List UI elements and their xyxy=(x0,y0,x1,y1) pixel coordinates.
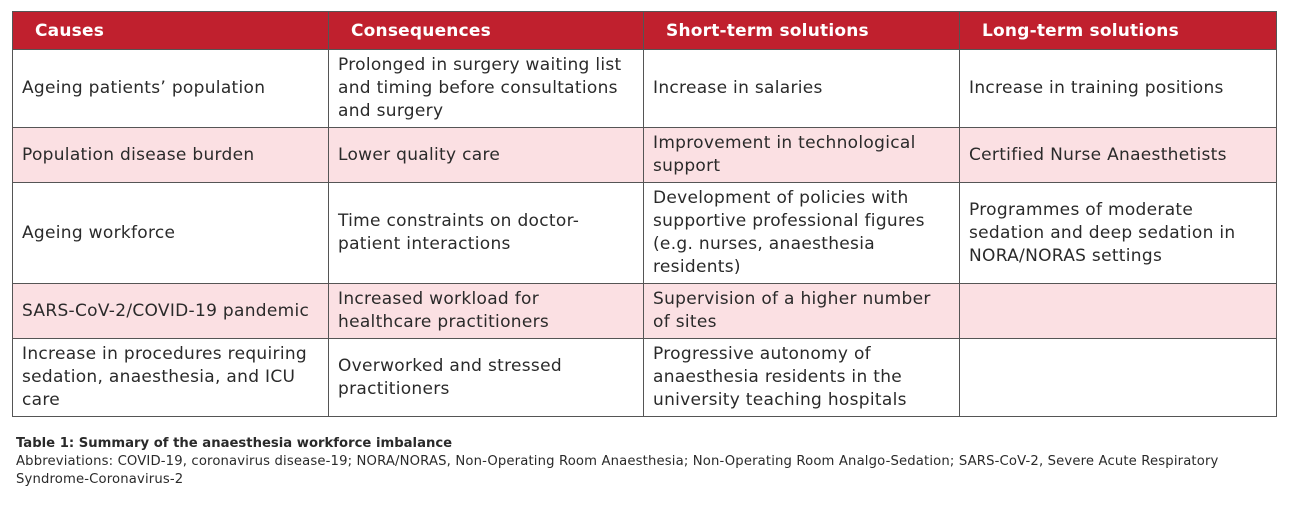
cell-cause: Population disease burden xyxy=(13,128,329,183)
cell-long-term xyxy=(960,284,1277,339)
header-long-term-solutions: Long-term solutions xyxy=(960,12,1277,50)
workforce-table-container xyxy=(12,11,1277,417)
cell-short-term: Increase in salaries xyxy=(644,50,960,128)
cell-consequence: Overworked and stressed practitioners xyxy=(329,339,644,417)
cell-short-term: Development of policies with supportive professional figures (e.g. nurses, anaesthesia residents) xyxy=(644,183,960,284)
cell-consequence: Increased workload for healthcare practitioners xyxy=(329,284,644,339)
cell-consequence: Time constraints on doctor-patient interactions xyxy=(329,183,644,284)
table-caption xyxy=(16,435,1286,489)
cell-short-term: Improvement in technological support xyxy=(644,128,960,183)
cell-cause: SARS-CoV-2/COVID-19 pandemic xyxy=(13,284,329,339)
table-row xyxy=(13,284,1277,339)
table-row xyxy=(13,183,1277,284)
cell-long-term xyxy=(960,339,1277,417)
table-row xyxy=(13,128,1277,183)
header-consequences: Consequences xyxy=(329,12,644,50)
caption-abbreviations: Abbreviations: COVID-19, coronavirus disease-19; NORA/NORAS, Non-Operating Room Anaesthesia; Non-Operating Room Analgo-Sedation; SARS-CoV-2, Severe Acute Respiratory Syndrome-Coronavirus-2 xyxy=(16,454,1219,487)
table-header-row xyxy=(13,12,1277,50)
header-short-term-solutions: Short-term solutions xyxy=(644,12,960,50)
cell-long-term: Certified Nurse Anaesthetists xyxy=(960,128,1277,183)
cell-cause: Ageing workforce xyxy=(13,183,329,284)
workforce-imbalance-table xyxy=(12,11,1277,417)
header-causes: Causes xyxy=(13,12,329,50)
cell-consequence: Lower quality care xyxy=(329,128,644,183)
cell-long-term: Increase in training positions xyxy=(960,50,1277,128)
cell-short-term: Supervision of a higher number of sites xyxy=(644,284,960,339)
cell-cause: Ageing patients’ population xyxy=(13,50,329,128)
cell-short-term: Progressive autonomy of anaesthesia residents in the university teaching hospitals xyxy=(644,339,960,417)
cell-long-term: Programmes of moderate sedation and deep sedation in NORA/NORAS settings xyxy=(960,183,1277,284)
table-row xyxy=(13,339,1277,417)
cell-cause: Increase in procedures requiring sedation, anaesthesia, and ICU care xyxy=(13,339,329,417)
caption-title: Table 1: Summary of the anaesthesia workforce imbalance xyxy=(16,436,453,451)
cell-consequence: Prolonged in surgery waiting list and timing before consultations and surgery xyxy=(329,50,644,128)
table-row xyxy=(13,50,1277,128)
